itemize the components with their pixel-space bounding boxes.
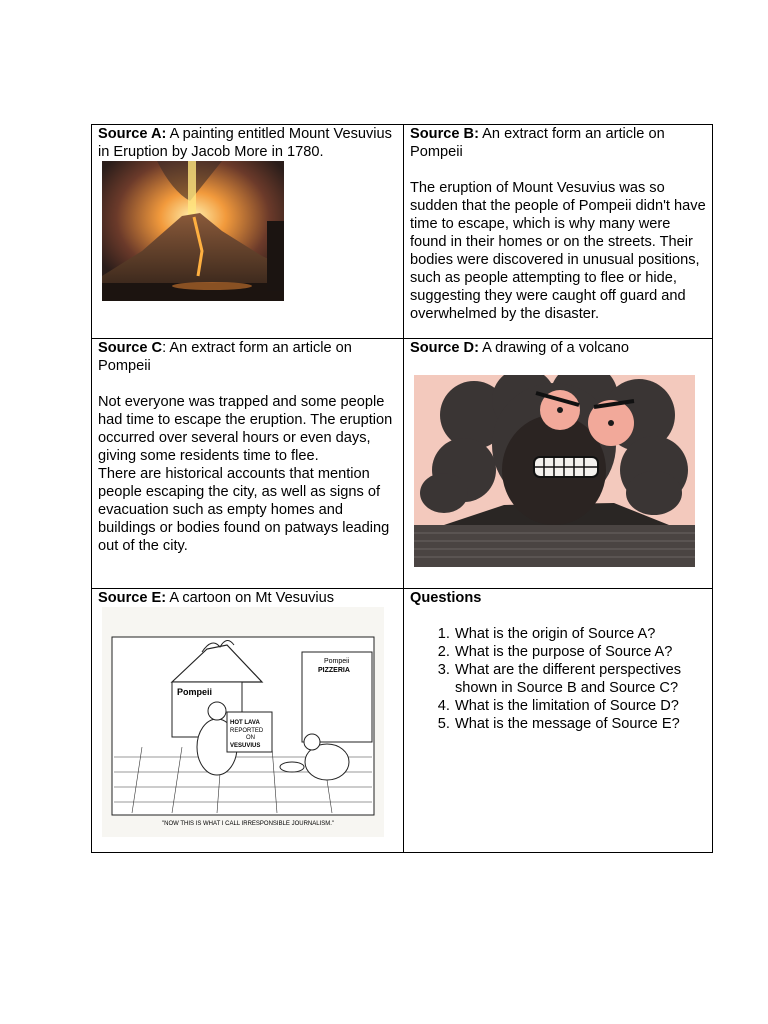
question-4: 4. What is the limitation of Source D? [454,697,708,715]
source-c-label: Source C [98,340,163,356]
questions-title: Questions [410,590,482,606]
source-b-cell [404,125,714,323]
cartoon-sign-right-2: PIZZERIA [318,667,350,674]
question-3: 3. What are the different perspectives shown in Source B and Source C? [454,661,708,697]
source-e-caption: A cartoon on Mt Vesuvius [166,590,335,606]
cartoon-placard-3: ON [246,735,255,741]
cartoon-placard-2: REPORTED [230,728,264,734]
questions-cell [404,589,714,733]
source-c-cell [92,339,403,555]
question-5: 5. What is the message of Source E? [454,715,708,733]
source-d-caption: A drawing of a volcano [478,340,630,356]
source-e-label: Source E: [98,590,167,606]
pompeii-cartoon-icon [102,607,384,837]
cartoon-placard-1: HOT LAVA [230,720,260,726]
sources-table [91,124,713,853]
source-b-caption: An extract form an article on Pompeii [410,126,665,160]
source-e-cell [92,589,403,607]
source-d-label: Source D: [410,340,479,356]
source-c-body-1: Not everyone was trapped and some people had time to escape the eruption. The eruption occurred over several hours or even days, giving some residents time to flee. [98,394,393,464]
cartoon-quote: "NOW THIS IS WHAT I CALL IRRESPONSIBLE JOURNALISM." [162,821,335,827]
cartoon-sign-left: Pompeii [177,687,213,697]
source-b-body: The eruption of Mount Vesuvius was so sudden that the people of Pompeii didn't have time to escape, which is why many were found in their homes or on the streets. Their bodies were discovered in unusual positions, such as people attempting to flee or hide, suggesting they were caught off guard and overwhelmed by the disaster. [410,180,706,322]
question-1: 1. What is the origin of Source A? [454,625,708,643]
cartoon-placard-4: VESUVIUS [230,743,261,749]
cartoon-sign-right-1: Pompeii [324,658,350,665]
source-a-cell [92,125,403,161]
source-a-caption: A painting entitled Mount Vesuvius in Eruption by Jacob More in 1780. [98,126,392,160]
source-a-label: Source A: [98,126,167,142]
source-c-body-2: There are historical accounts that mention people escaping the city, as well as signs of evacuation such as empty homes and buildings or bodies found on patways leading out of the city. [98,466,390,554]
question-2: 2. What is the purpose of Source A? [454,643,708,661]
angry-volcano-drawing-icon [414,375,695,567]
volcano-painting-icon [102,161,284,301]
questions-list [410,625,708,733]
source-d-cell [404,339,714,357]
source-b-label: Source B: [410,126,479,142]
source-c-caption: : An extract form an article on Pompeii [98,340,352,374]
